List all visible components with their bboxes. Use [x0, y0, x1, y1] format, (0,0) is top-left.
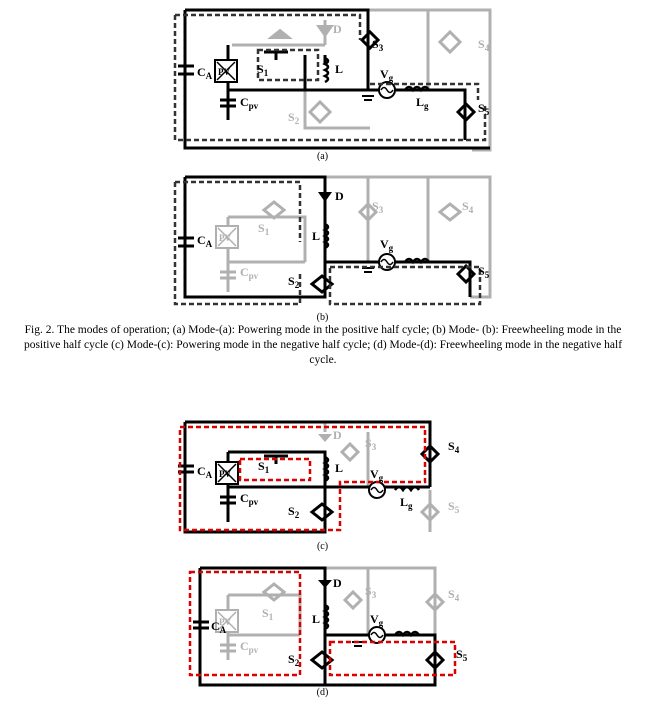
panel-tag-d: (d) — [316, 687, 329, 698]
svg-text:S5: $S_5$ — [456, 647, 468, 663]
figure-caption: Fig. 2. The modes of operation; (a) Mode-(a): Powering mode in the positive half cycle; (b) Mode- (b): Freewheeling mode in the positive half cycle (c) Mode-(c): Powering mode in the negative half cycle; (d) Mode-(d): Freewheeling mode in the negative half cycle. — [23, 324, 623, 366]
svg-text:D: D — [333, 576, 342, 590]
svg-text:PV: PV — [219, 469, 231, 479]
label-cpv: $C_{pv}$ — [240, 95, 259, 111]
label-s2: $S_2$ — [288, 110, 300, 126]
svg-text:S2: $S_2$ — [288, 652, 300, 668]
svg-text:S4: $S_4$ — [448, 587, 460, 603]
svg-text:Cpv: $C_{pv}$ — [240, 491, 259, 507]
svg-text:S5: $S_5$ — [478, 264, 490, 280]
svg-text:S1: $S_1$ — [258, 459, 270, 475]
svg-text:L: L — [335, 461, 344, 475]
d-diode — [318, 192, 332, 202]
svg-text:S2: $S_2$ — [288, 274, 300, 290]
s1-switch — [264, 52, 288, 60]
svg-text:Vg: $V_g$ — [380, 237, 394, 253]
svg-text:L: L — [312, 612, 321, 626]
label-pv: PV — [218, 67, 230, 77]
svg-text:Vg: $V_g$ — [370, 612, 384, 628]
circuit-a — [0, 0, 645, 165]
panel-d — [0, 560, 645, 703]
circuit-b — [0, 172, 645, 322]
svg-text:CA: $C_A$ — [197, 233, 213, 249]
label-s1: $S_1$ — [257, 62, 269, 78]
svg-text:L: L — [312, 229, 321, 243]
svg-text:S3: $S_3$ — [372, 199, 384, 215]
svg-text:D: D — [333, 428, 342, 442]
label-s5: $S_5$ — [478, 101, 490, 117]
label-vg: $V_g$ — [380, 67, 394, 83]
svg-text:CA: $C_A$ — [197, 464, 213, 480]
panel-a — [0, 0, 645, 165]
panel-tag-c: (c) — [316, 541, 329, 552]
svg-text:S1: $S_1$ — [262, 606, 274, 622]
panel-b — [0, 172, 645, 322]
label-d: D — [333, 22, 342, 36]
svg-text:S3: $S_3$ — [365, 584, 377, 600]
svg-text:S4: $S_4$ — [462, 199, 474, 215]
svg-text:S3: $S_3$ — [365, 436, 377, 452]
svg-text:Vg: $V_g$ — [370, 467, 384, 483]
svg-text:D: D — [335, 189, 344, 203]
circuit-c — [0, 412, 645, 557]
label-lg: $L_g$ — [416, 95, 429, 111]
svg-text:Cpv: $C_{pv}$ — [240, 639, 259, 655]
panel-tag-a: (a) — [316, 151, 329, 162]
svg-text:S5: $S_5$ — [448, 499, 460, 515]
svg-text:S2: $S_2$ — [288, 504, 300, 520]
panel-c — [0, 412, 645, 557]
label-s3: $S_3$ — [372, 37, 384, 53]
circuit-d — [0, 560, 645, 703]
svg-text:PV: PV — [219, 617, 231, 627]
svg-text:PV: PV — [219, 233, 231, 243]
svg-text:CA: $C_A$ — [211, 619, 227, 635]
svg-text:S4: $S_4$ — [448, 439, 460, 455]
label-s4: $S_4$ — [478, 37, 490, 53]
svg-text:S1: $S_1$ — [258, 221, 270, 237]
svg-text:Lg: $L_g$ — [400, 495, 413, 511]
panel-tag-b: (b) — [316, 312, 329, 323]
label-l: L — [335, 62, 344, 76]
label-ca: $C_A$ — [197, 65, 213, 81]
svg-text:Cpv: $C_{pv}$ — [240, 265, 259, 281]
